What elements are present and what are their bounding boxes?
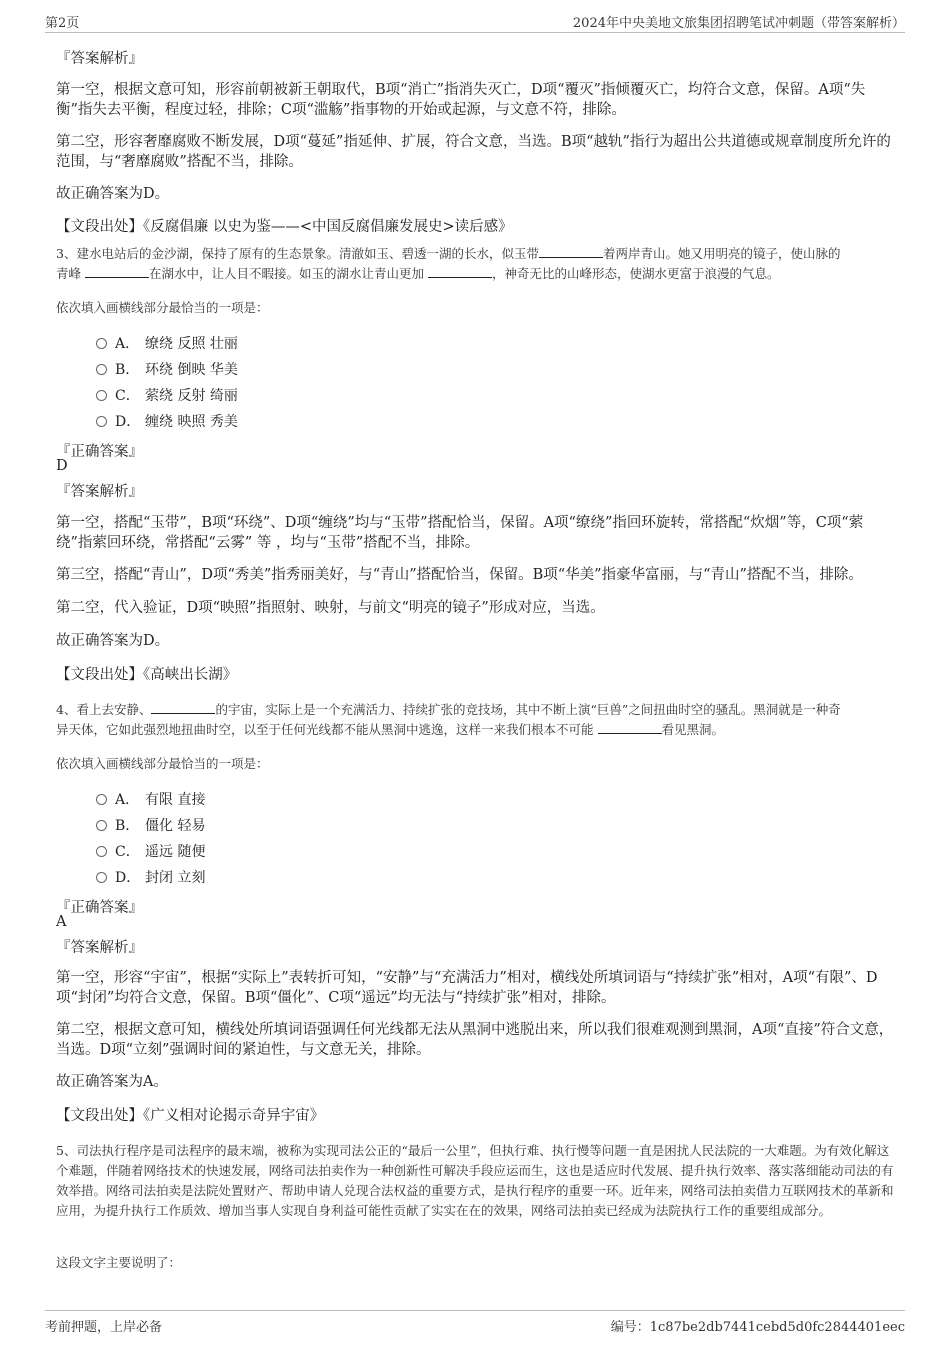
q3-stem [56, 244, 894, 284]
q4-stem [56, 700, 894, 740]
q4-stem-part: 看见黑洞。 [661, 722, 725, 737]
option-letter: A． [115, 792, 140, 808]
option-text: 缭绕 反照 壮丽 [145, 336, 238, 352]
q3-analysis-p1: 第一空，搭配“玉带”，B项“环绕”、D项“缠绕”均与“玉带”搭配恰当，保留。A项“缭绕”指回环旋转，常搭配“炊烟”等，C项“萦绕”指萦回环绕，常搭配“云雾” 等 ，均与“玉带”搭配不当，排除。 [56, 515, 864, 551]
q3-answer: D [56, 458, 68, 474]
q3-stem-part: 在湖水中，让人目不暇接。如玉的湖水让青山更加 [149, 266, 425, 281]
page-footer [45, 1310, 905, 1337]
option-letter: D． [115, 870, 141, 886]
q3-option-b[interactable] [96, 359, 238, 379]
q4-option-c[interactable] [96, 841, 205, 861]
q4-option-d[interactable] [96, 867, 205, 887]
option-text: 有限 直接 [145, 792, 206, 808]
q3-option-a[interactable] [96, 333, 238, 353]
q3-stem-part: 着两岸青山。她又用明亮的镜子，使山脉的 [602, 246, 841, 261]
q4-blank-2 [598, 721, 662, 734]
q4-stem-part: 异天体，它如此强烈地扭曲时空，以至于任何光线都不能从黑洞中逃逸，这样一来我们根本不可能 [56, 722, 594, 737]
option-letter: C． [115, 388, 140, 404]
option-text: 僵化 轻易 [145, 818, 206, 834]
option-letter: D． [115, 414, 141, 430]
q4-conclusion: 故正确答案为A。 [56, 1074, 168, 1090]
option-text: 缠绕 映照 秀美 [145, 414, 238, 430]
radio-icon[interactable] [96, 338, 107, 349]
q5-prompt: 这段文字主要说明了： [56, 1255, 182, 1270]
q3-analysis-p2: 第三空，搭配“青山”，D项“秀美”指秀丽美好，与“青山”搭配恰当，保留。B项“华美”指豪华富丽，与“青山”搭配不当，排除。 [56, 567, 863, 583]
radio-icon[interactable] [96, 390, 107, 401]
q4-answer: A [56, 914, 67, 930]
radio-icon[interactable] [96, 820, 107, 831]
q4-analysis-p1: 第一空，形容“宇宙”，根据“实际上”表转折可知，“安静”与“充满活力”相对，横线处所填词语与“持续扩张”相对，A项“有限”、D项“封闭”均符合文意，保留。B项“僵化”、C项“遥远”均无法与“持续扩张”相对，排除。 [56, 970, 878, 1006]
q3-blank-3 [428, 265, 492, 278]
q4-option-a[interactable] [96, 789, 205, 809]
footer-serial: 编号：1c87be2db7441cebd5d0fc2844401eec [610, 1320, 905, 1335]
q4-stem-part: 4、看上去安静、 [56, 702, 152, 717]
q3-blank-1 [539, 245, 603, 258]
q2-source: 【文段出处】《反腐倡廉 以史为鉴——<中国反腐倡廉发展史>读后感》 [56, 219, 513, 235]
q3-option-d[interactable] [96, 411, 238, 431]
radio-icon[interactable] [96, 416, 107, 427]
q4-analysis-tag: 『答案解析』 [56, 940, 143, 956]
q2-analysis-p2: 第二空，形容奢靡腐败不断发展，D项“蔓延”指延伸、扩展，符合文意，当选。B项“越轨”指行为超出公共道德或规章制度所允许的范围，与“奢靡腐败”搭配不当，排除。 [56, 134, 891, 170]
q4-prompt: 依次填入画横线部分最恰当的一项是： [56, 756, 269, 771]
radio-icon[interactable] [96, 872, 107, 883]
q3-stem-part: ，神奇无比的山峰形态，使湖水更富于浪漫的气息。 [492, 266, 780, 281]
option-letter: B． [115, 818, 140, 834]
q3-stem-part: 青峰 [56, 266, 82, 281]
option-text: 遥远 随便 [145, 844, 206, 860]
q3-analysis-p3: 第二空，代入验证，D项“映照”指照射、映射，与前文“明亮的镜子”形成对应，当选。 [56, 600, 605, 616]
q3-option-c[interactable] [96, 385, 238, 405]
option-letter: C． [115, 844, 140, 860]
q3-conclusion: 故正确答案为D。 [56, 633, 170, 649]
q3-source: 【文段出处】《高峡出长湖》 [56, 667, 238, 683]
q3-answer-tag: 『正确答案』 [56, 444, 143, 460]
radio-icon[interactable] [96, 846, 107, 857]
option-text: 封闭 立刻 [145, 870, 206, 886]
option-text: 萦绕 反射 绮丽 [145, 388, 238, 404]
q4-blank-1 [151, 701, 215, 714]
q2-analysis-p1: 第一空，根据文意可知，形容前朝被新王朝取代，B项“消亡”指消失灭亡，D项“覆灭”指倾覆灭亡，均符合文意，保留。A项“失衡”指失去平衡，程度过轻，排除；C项“滥觞”指事物的开始或起源，与文意不符，排除。 [56, 82, 866, 118]
q4-answer-tag: 『正确答案』 [56, 900, 143, 916]
page-number: 第2页 [45, 16, 80, 31]
option-letter: A． [115, 336, 140, 352]
page-header [45, 10, 905, 33]
q2-analysis-tag: 『答案解析』 [56, 51, 143, 67]
q3-prompt: 依次填入画横线部分最恰当的一项是： [56, 300, 269, 315]
option-letter: B． [115, 362, 140, 378]
option-text: 环绕 倒映 华美 [145, 362, 238, 378]
document-title: 2024年中央美地文旅集团招聘笔试冲刺题（带答案解析） [572, 16, 905, 31]
q3-stem-part: 3、建水电站后的金沙湖，保持了原有的生态景象。清澈如玉、碧透一湖的长水，似玉带 [56, 246, 539, 261]
q4-analysis-p2: 第二空，根据文意可知，横线处所填词语强调任何光线都无法从黑洞中逃脱出来，所以我们很难观测到黑洞，A项“直接”符合文意，当选。D项“立刻”强调时间的紧迫性，与文意无关，排除。 [56, 1022, 894, 1058]
q4-stem-part: 的宇宙，实际上是一个充满活力、持续扩张的竞技场，其中不断上演“巨兽”之间扭曲时空的骚乱。黑洞就是一种奇 [215, 702, 841, 717]
q3-analysis-tag: 『答案解析』 [56, 484, 143, 500]
q4-option-b[interactable] [96, 815, 205, 835]
footer-slogan: 考前押题，上岸必备 [45, 1320, 163, 1335]
q5-stem: 5、司法执行程序是司法程序的最末端，被称为实现司法公正的“最后一公里”，但执行难、执行慢等问题一直是困扰人民法院的一大难题。为有效化解这个难题，伴随着网络技术的快速发展，网络司法拍卖作为一种创新性可解决手段应运而生，这也是适应时代发展、提升执行效率、落实落细能动司法的有效举措。网络司法拍卖是法院处置财产、帮助申请人兑现合法权益的重要方式，是执行程序的重要一环。近年来，网络司法拍卖借力互联网技术的革新和应用，为提升执行工作质效、增加当事人实现自身利益可能性贡献了实实在在的效果，网络司法拍卖已经成为法院执行工作的重要组成部分。 [56, 1143, 894, 1218]
radio-icon[interactable] [96, 794, 107, 805]
radio-icon[interactable] [96, 364, 107, 375]
q2-conclusion: 故正确答案为D。 [56, 186, 170, 202]
q4-source: 【文段出处】《广义相对论揭示奇异宇宙》 [56, 1108, 325, 1124]
q3-blank-2 [85, 265, 149, 278]
